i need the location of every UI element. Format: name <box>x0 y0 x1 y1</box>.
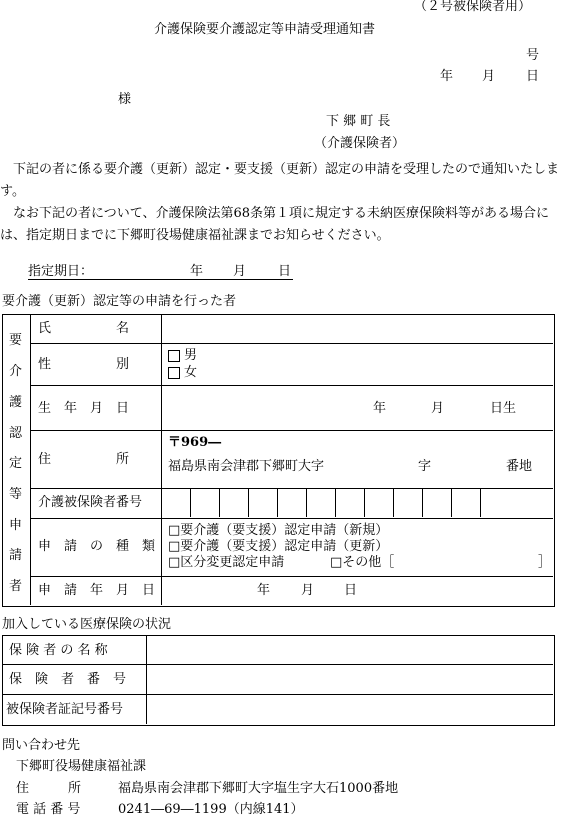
notice-paragraph-2: なお下記の者について、介護保険法第68条第１項に規定する未納医療保険料等がある場合には、指定期日までに下郷町役場健康福祉課までお知らせください。 <box>0 206 550 243</box>
name-label: 氏 名 <box>38 321 130 336</box>
application-option-other[interactable]: □その他［ <box>330 555 395 570</box>
issue-year: 年 <box>440 69 454 84</box>
insurer-number-field[interactable] <box>147 665 552 693</box>
application-day: 日 <box>344 583 358 598</box>
application-option-change[interactable]: □区分変更認定申請 <box>168 555 285 570</box>
sex-option-male[interactable] <box>168 349 197 362</box>
side-label-9: 者 <box>9 579 23 594</box>
contact-phone: 0241―69―1199（内線141） <box>118 802 304 817</box>
side-label-5: 定 <box>9 456 23 471</box>
application-option-renewal[interactable]: □要介護（要支援）認定申請（更新） <box>168 539 389 554</box>
application-type-label: 申 請 の 種 類 <box>38 539 156 554</box>
application-month: 月 <box>301 583 315 598</box>
insurer-name-field[interactable] <box>147 636 552 663</box>
postal-code: 〒969― <box>168 435 222 450</box>
side-label-3: 護 <box>9 395 23 410</box>
deadline-underline <box>28 279 293 280</box>
birth-label: 生 年 月 日 <box>38 401 130 416</box>
side-label-6: 等 <box>9 487 23 502</box>
female-checkbox[interactable] <box>168 367 180 379</box>
side-label-2: 介 <box>9 364 23 379</box>
deadline-day: 日 <box>278 264 292 279</box>
insurer-number-label: 保 険 者 番 号 <box>9 672 127 687</box>
addressee-suffix: 様 <box>118 92 132 107</box>
sender-role: （介護保険者） <box>314 136 406 151</box>
side-label-8: 請 <box>9 548 23 563</box>
side-label-1: 要 <box>9 333 23 348</box>
form-type: （２号被保険者用） <box>414 0 532 14</box>
insured-number-label: 介護被保険者番号 <box>38 495 143 510</box>
address-label: 住 所 <box>38 452 130 467</box>
name-field[interactable] <box>162 315 552 342</box>
issue-month: 月 <box>482 69 496 84</box>
sex-option-female[interactable] <box>168 366 197 379</box>
application-option-other-close: ］ <box>538 555 552 570</box>
document-title: 介護保険要介護認定等申請受理通知書 <box>154 22 376 37</box>
address-banchi: 番地 <box>506 459 533 474</box>
sex-label: 性 別 <box>38 357 130 372</box>
insured-number-grid[interactable] <box>162 489 552 517</box>
birth-month: 月 <box>431 401 445 416</box>
contact-address-label: 住 所 <box>16 781 82 796</box>
address-line: 福島県南会津郡下郷町大字 <box>168 459 325 474</box>
contact-phone-label: 電 話 番 号 <box>16 802 81 817</box>
application-year: 年 <box>257 583 271 598</box>
issue-day: 日 <box>526 69 540 84</box>
card-number-field[interactable] <box>147 695 552 723</box>
female-label: 女 <box>184 365 198 380</box>
male-checkbox[interactable] <box>168 350 180 362</box>
birth-year: 年 <box>373 401 387 416</box>
number-label: 号 <box>526 48 540 63</box>
application-option-new[interactable]: □要介護（要支援）認定申請（新規） <box>168 523 389 538</box>
contact-address: 福島県南会津郡下郷町大字塩生字大石1000番地 <box>118 781 399 796</box>
male-label: 男 <box>184 348 198 363</box>
contact-heading: 問い合わせ先 <box>2 738 81 753</box>
applicant-heading: 要介護（更新）認定等の申請を行った者 <box>2 294 237 309</box>
deadline-label: 指定期日： <box>28 264 94 279</box>
side-label-7: 申 <box>9 518 23 533</box>
application-date-label: 申 請 年 月 日 <box>38 583 156 598</box>
insurance-heading: 加入している医療保険の状況 <box>2 617 172 632</box>
contact-office: 下郷町役場健康福祉課 <box>16 759 147 774</box>
sender-title: 下 郷 町 長 <box>326 114 391 129</box>
address-aza: 字 <box>418 459 432 474</box>
card-number-label: 被保険者証記号番号 <box>6 702 124 717</box>
deadline-year: 年 <box>190 264 204 279</box>
notice-paragraph-1: 下記の者に係る要介護（更新）認定・要支援（更新）認定の申請を受理したので通知いたします。 <box>0 162 560 199</box>
side-label-4: 認 <box>9 426 23 441</box>
insurer-name-label: 保 険 者 の 名 称 <box>9 643 108 658</box>
birth-day: 日生 <box>490 401 517 416</box>
deadline-month: 月 <box>233 264 247 279</box>
